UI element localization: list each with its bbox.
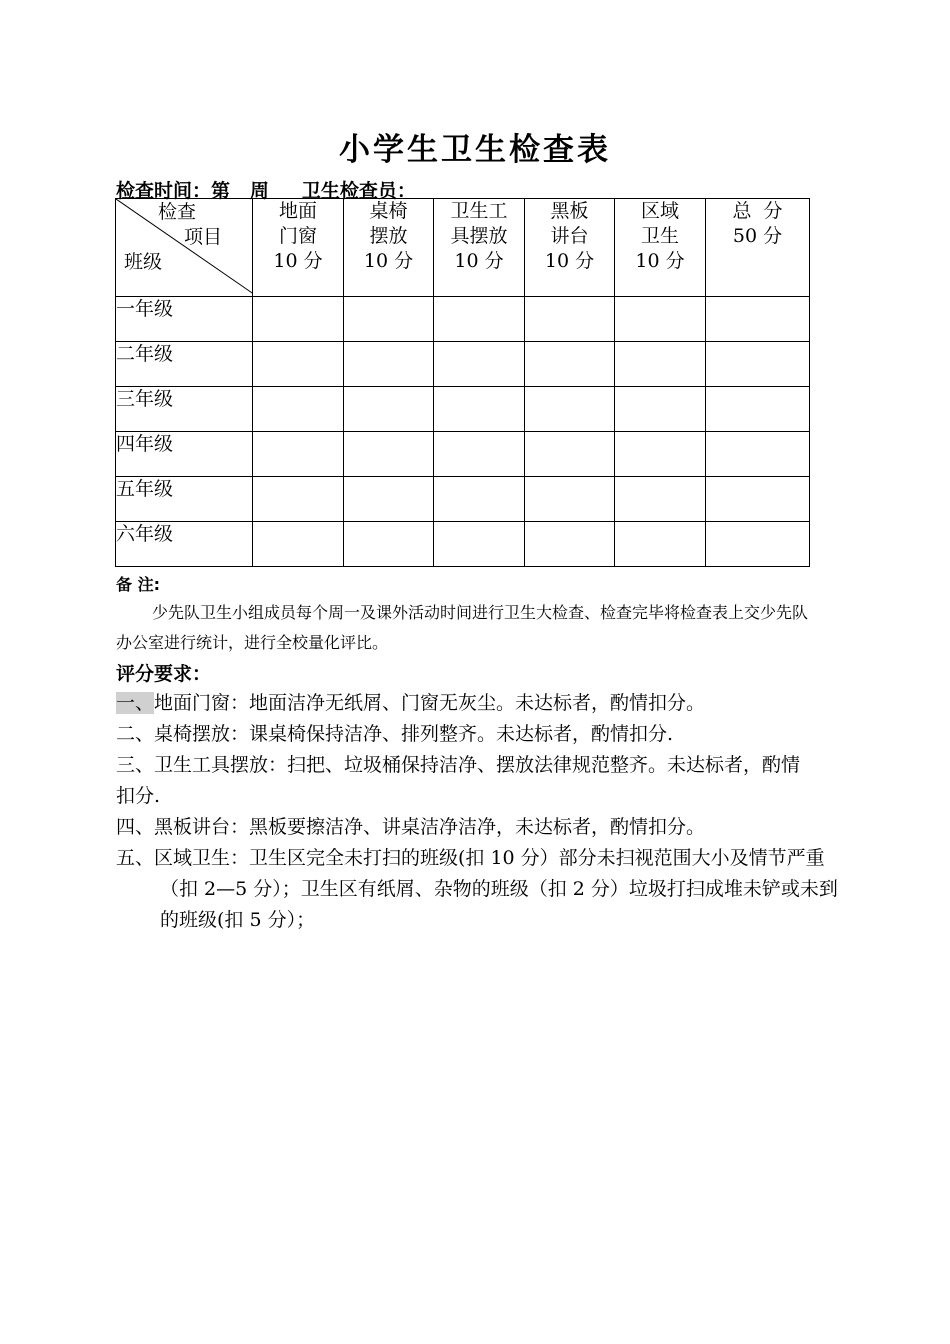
score-cell[interactable] <box>525 297 615 342</box>
diagonal-header-cell <box>116 199 253 297</box>
column-header-line: 10 分 <box>273 250 323 272</box>
score-cell[interactable] <box>253 387 344 432</box>
score-cell[interactable] <box>615 522 706 567</box>
score-cell[interactable] <box>525 387 615 432</box>
requirement-item <box>116 750 812 812</box>
requirement-item <box>116 812 812 843</box>
score-cell[interactable] <box>615 432 706 477</box>
column-header-line: 10 分 <box>454 250 504 272</box>
score-cell[interactable] <box>434 342 525 387</box>
requirement-item <box>116 688 812 719</box>
score-cell[interactable] <box>615 297 706 342</box>
table-row <box>116 387 810 432</box>
score-cell[interactable] <box>525 432 615 477</box>
column-header-line: 地面 <box>278 200 317 222</box>
total-cell[interactable] <box>706 387 810 432</box>
score-cell[interactable] <box>253 297 344 342</box>
column-header-line: 10 分 <box>544 250 595 272</box>
table-row <box>116 477 810 522</box>
grade-label: 二年级 <box>116 342 253 387</box>
inspection-table <box>115 198 810 567</box>
requirement-number: 五、 <box>116 847 155 869</box>
score-cell[interactable] <box>525 477 615 522</box>
column-header-line: 卫生工 <box>450 200 508 222</box>
score-cell[interactable] <box>253 522 344 567</box>
score-cell[interactable] <box>434 387 525 432</box>
requirement-item <box>116 843 856 936</box>
total-cell[interactable] <box>706 342 810 387</box>
diagonal-header-bottom: 班级 <box>124 251 163 273</box>
score-cell[interactable] <box>525 522 615 567</box>
requirement-text: 黑板讲台：黑板要擦洁净、讲桌洁净洁净，未达标者，酌情扣分。 <box>154 816 706 838</box>
inspection-meta: 检查时间：第 周 卫生检查员： <box>116 180 416 202</box>
column-header-line: 门窗 <box>278 225 317 247</box>
score-cell[interactable] <box>344 297 434 342</box>
column-header-line: 50 分 <box>732 225 783 247</box>
table-row <box>116 342 810 387</box>
column-header <box>434 199 525 297</box>
requirement-number: 四、 <box>116 816 155 838</box>
score-cell[interactable] <box>434 432 525 477</box>
grade-label: 六年级 <box>116 522 253 567</box>
column-header <box>344 199 434 297</box>
total-cell[interactable] <box>706 432 810 477</box>
diagonal-header-top: 检查 <box>158 201 197 223</box>
requirement-text: 卫生工具摆放：扫把、垃圾桶保持洁净、摆放法律规范整齐。未达标者，酌情扣分. <box>116 754 801 807</box>
column-header-line: 10 分 <box>363 250 414 272</box>
column-header-line: 讲台 <box>550 225 589 247</box>
column-header <box>253 199 344 297</box>
requirement-text: 桌椅摆放：课桌椅保持洁净、排列整齐。未达标者，酌情扣分. <box>154 723 674 745</box>
grade-label: 一年级 <box>116 297 253 342</box>
score-cell[interactable] <box>344 387 434 432</box>
diagonal-header-middle: 项目 <box>184 226 223 248</box>
score-cell[interactable] <box>344 522 434 567</box>
score-cell[interactable] <box>615 387 706 432</box>
requirements-label: 评分要求： <box>116 663 212 685</box>
column-header <box>706 199 810 297</box>
score-cell[interactable] <box>525 342 615 387</box>
column-header-line: 桌椅 <box>369 200 408 222</box>
table-row <box>116 522 810 567</box>
column-header <box>615 199 706 297</box>
remark-label: 备 注: <box>116 575 160 594</box>
column-header-line: 具摆放 <box>450 225 508 247</box>
remark-text: 少先队卫生小组成员每个周一及课外活动时间进行卫生大检查、检查完毕将检查表上交少先队办公室进行统计，进行全校量化评比。 <box>116 603 809 652</box>
table-header-row <box>116 199 810 297</box>
total-cell[interactable] <box>706 477 810 522</box>
score-cell[interactable] <box>253 432 344 477</box>
score-cell[interactable] <box>253 477 344 522</box>
score-cell[interactable] <box>344 432 434 477</box>
column-header <box>525 199 615 297</box>
score-cell[interactable] <box>434 477 525 522</box>
requirement-number: 三、 <box>116 754 155 776</box>
grade-label: 四年级 <box>116 432 253 477</box>
score-cell[interactable] <box>344 477 434 522</box>
score-cell[interactable] <box>615 477 706 522</box>
requirement-number: 二、 <box>116 723 155 745</box>
total-cell[interactable] <box>706 522 810 567</box>
column-header-line: 摆放 <box>369 225 408 247</box>
score-cell[interactable] <box>615 342 706 387</box>
requirement-number: 一、 <box>116 692 155 714</box>
score-cell[interactable] <box>434 522 525 567</box>
score-cell[interactable] <box>344 342 434 387</box>
column-header-line: 区域 <box>640 200 679 222</box>
total-cell[interactable] <box>706 297 810 342</box>
grade-label: 五年级 <box>116 477 253 522</box>
column-header-line: 黑板 <box>550 200 589 222</box>
column-header-line: 总 分 <box>732 200 783 222</box>
grade-label: 三年级 <box>116 387 253 432</box>
column-header-line: 10 分 <box>635 250 685 272</box>
requirement-text: 地面门窗：地面洁净无纸屑、门窗无灰尘。未达标者，酌情扣分。 <box>154 692 706 714</box>
requirement-text: 区域卫生：卫生区完全未打扫的班级(扣 10 分）部分未扫视范围大小及情节严重（扣 2—5 分）；卫生区有纸屑、杂物的班级（扣 2 分）垃圾打扫成堆未铲或未到的班级(扣 5 分）； <box>154 847 838 931</box>
score-cell[interactable] <box>253 342 344 387</box>
table-row <box>116 297 810 342</box>
table-row <box>116 432 810 477</box>
page-title: 小学生卫生检查表 <box>339 132 611 168</box>
column-header-line: 卫生 <box>640 225 679 247</box>
requirement-item <box>116 719 812 750</box>
score-cell[interactable] <box>434 297 525 342</box>
